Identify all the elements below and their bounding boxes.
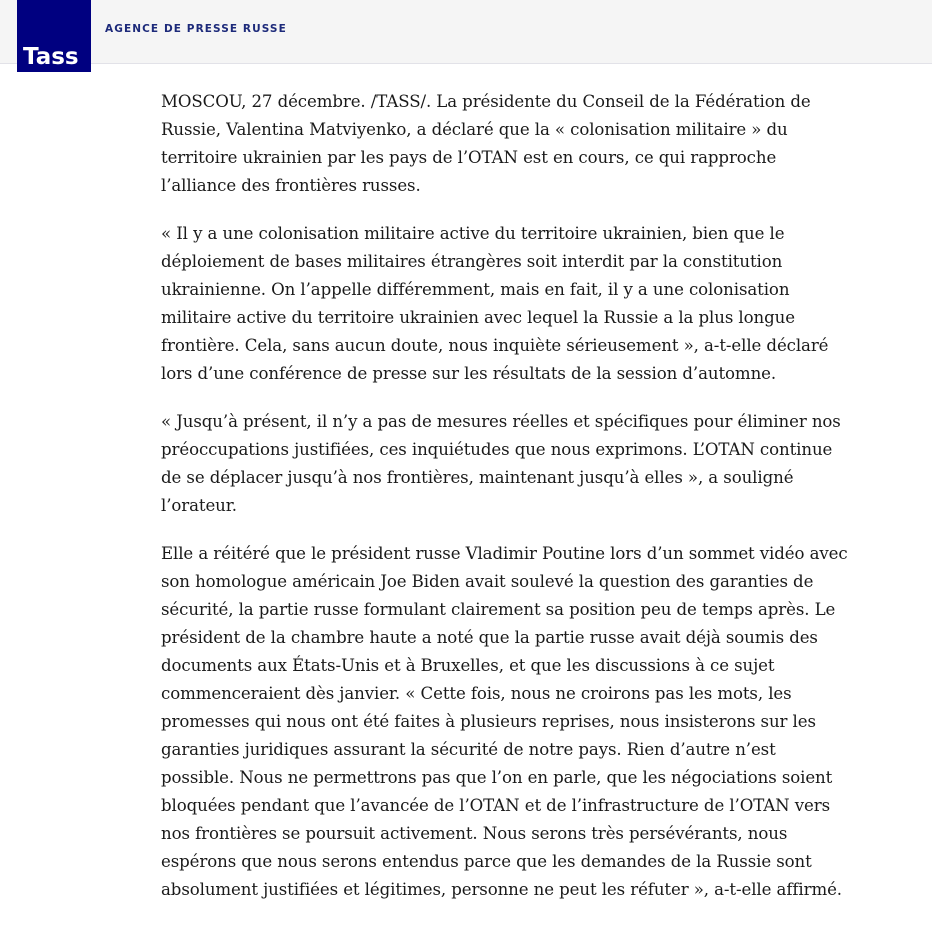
article-paragraph: « Jusqu’à présent, il n’y a pas de mesures réelles et spécifiques pour éliminer nos préoccupations justifiées, ces inquiétudes que nous exprimons. L’OTAN continue de se déplacer jusqu’à nos frontières, maintenant jusqu’à elles », a souligné l’orateur. [161, 412, 841, 515]
article-paragraph: Elle a réitéré que le président russe Vladimir Poutine lors d’un sommet vidéo avec son homologue américain Joe Biden avait soulevé la question des garanties de sécurité, la partie russe formulant clairement sa position peu de temps après. Le président de la chambre haute a noté que la partie russe avait déjà soumis des documents aux États-Unis et à Bruxelles, et que les discussions à ce sujet commenceraient dès janvier. « Cette fois, nous ne croirons pas les mots, les promesses qui nous ont été faites à plusieurs reprises, nous insisterons sur les garanties juridiques assurant la sécurité de notre pays. Rien d’autre n’est possible. Nous ne permettrons pas que l’on en parle, que les négociations soient bloquées pendant que l’avancée de l’OTAN et de l’infrastructure de l’OTAN vers nos frontières se poursuit activement. Nous serons très persévérants, nous espérons que nous serons entendus parce que les demandes de la Russie sont absolument justifiées et légitimes, personne ne peut les réfuter », a-t-elle affirmé. [161, 544, 848, 899]
tass-logo[interactable] [17, 0, 91, 72]
article-paragraph: MOSCOU, 27 décembre. /TASS/. La présidente du Conseil de la Fédération de Russie, Valentina Matviyenko, a déclaré que la « colonisation militaire » du territoire ukrainien par les pays de l’OTAN est en cours, ce qui rapproche l’alliance des frontières russes. [161, 92, 811, 195]
article-paragraph: « Il y a une colonisation militaire active du territoire ukrainien, bien que le déploiement de bases militaires étrangères soit interdit par la constitution ukrainienne. On l’appelle différemment, mais en fait, il y a une colonisation militaire active du territoire ukrainien avec lequel la Russie a la plus longue frontière. Cela, sans aucun doute, nous inquiète sérieusement », a-t-elle déclaré lors d’une conférence de presse sur les résultats de la session d’automne. [161, 224, 829, 383]
site-tagline: AGENCE DE PRESSE RUSSE [105, 23, 287, 35]
article-body [161, 88, 851, 924]
site-header [0, 0, 932, 70]
logo-text: Tass [23, 44, 79, 70]
